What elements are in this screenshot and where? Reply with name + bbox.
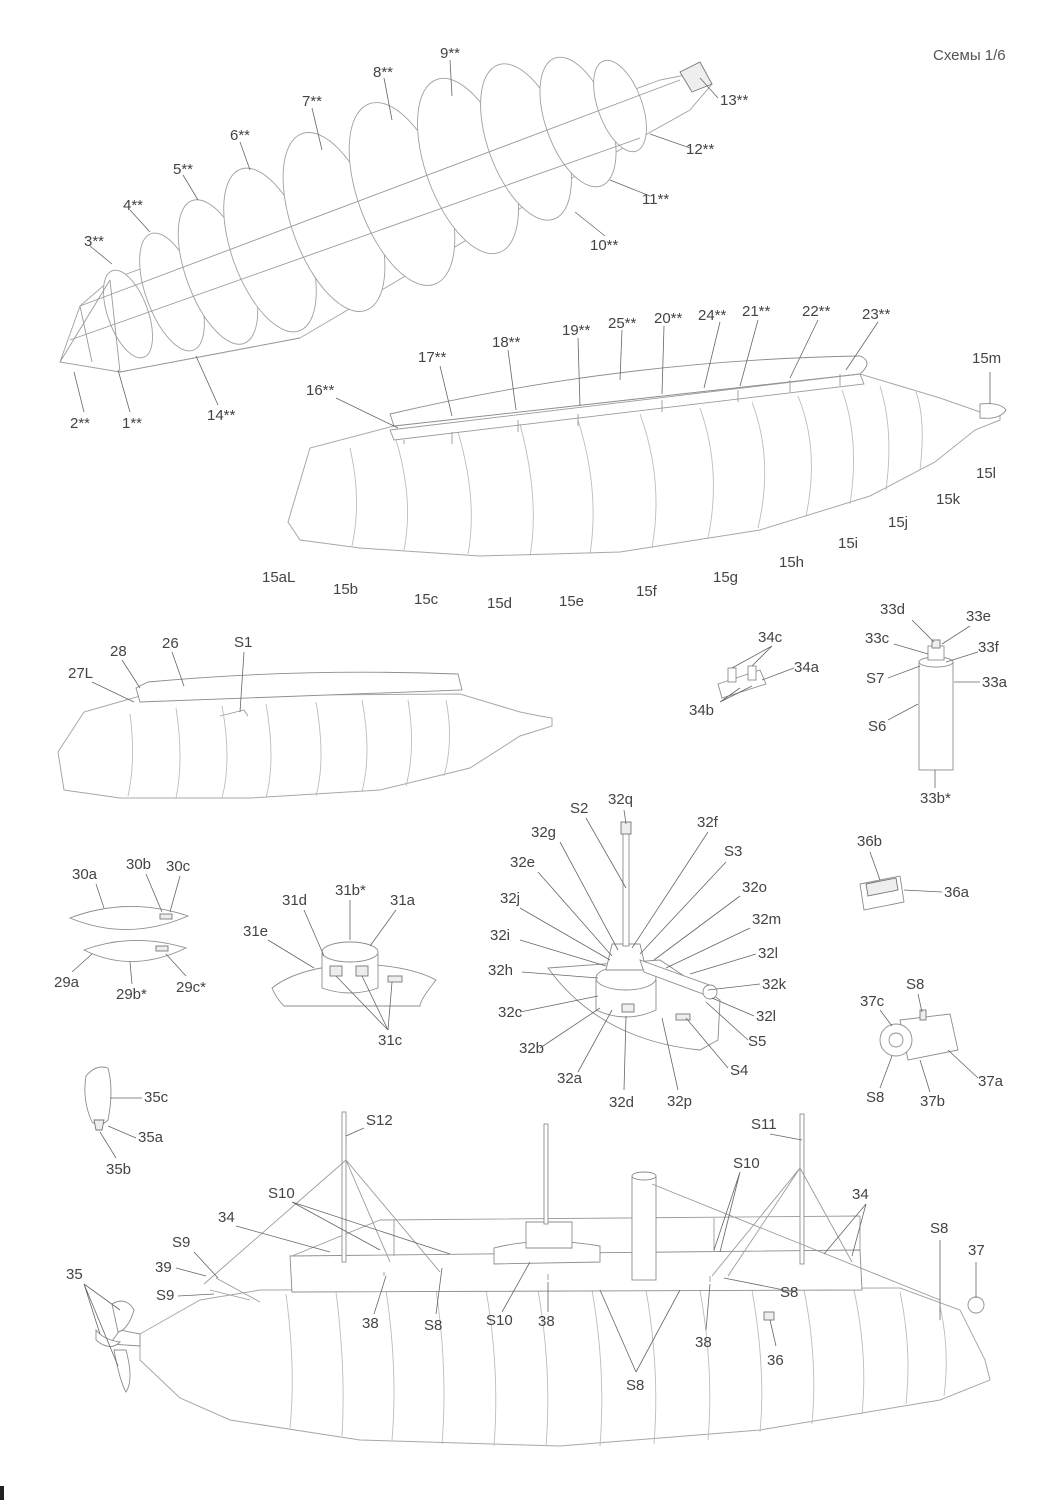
label-S8c: S8 bbox=[424, 1317, 443, 1334]
label-34c: 34c bbox=[758, 629, 783, 646]
final-assembly-view bbox=[96, 1112, 990, 1446]
part-31-turret bbox=[243, 882, 436, 1049]
label-S10a: S10 bbox=[733, 1155, 760, 1172]
label-15g: 15g bbox=[713, 569, 739, 586]
label-32a: 32a bbox=[557, 1070, 583, 1087]
sheet-title: Схемы 1/6 bbox=[933, 47, 1006, 64]
label-15b: 15b bbox=[333, 581, 359, 598]
label-31b: 31b* bbox=[335, 882, 366, 899]
label-5: 5** bbox=[173, 161, 194, 178]
label-18: 18** bbox=[492, 334, 521, 351]
label-32n: 32m bbox=[752, 911, 782, 928]
label-35: 35 bbox=[66, 1266, 83, 1283]
label-S8e: S8 bbox=[780, 1284, 799, 1301]
label-15j: 15j bbox=[888, 514, 909, 531]
part-34-bracket bbox=[689, 629, 820, 719]
label-32b: 32b bbox=[519, 1040, 545, 1057]
label-39: 39 bbox=[155, 1259, 172, 1276]
label-8: 8** bbox=[373, 64, 394, 81]
label-S10b: S10 bbox=[268, 1185, 295, 1202]
label-S9a: S9 bbox=[172, 1234, 191, 1251]
label-33b: 33b* bbox=[920, 790, 951, 807]
label-32m: 32l bbox=[758, 945, 779, 962]
page-edge-mark bbox=[0, 1486, 4, 1500]
label-37a: 37a bbox=[978, 1073, 1004, 1090]
label-15h: 15h bbox=[779, 554, 805, 571]
label-1: 1** bbox=[122, 415, 143, 432]
label-S3: S3 bbox=[724, 843, 743, 860]
label-20: 20** bbox=[654, 310, 683, 327]
label-15aL: 15aL bbox=[262, 569, 296, 586]
label-32l: 32l bbox=[756, 1008, 777, 1025]
label-32d: 32d bbox=[609, 1094, 635, 1111]
label-19: 19** bbox=[562, 322, 591, 339]
label-S5: S5 bbox=[748, 1033, 767, 1050]
label-32p: 32p bbox=[667, 1093, 693, 1110]
label-15m: 15m bbox=[972, 350, 1002, 367]
label-22: 22** bbox=[802, 303, 831, 320]
label-10: 10** bbox=[590, 237, 619, 254]
label-34a: 34a bbox=[794, 659, 820, 676]
label-32j: 32j bbox=[500, 890, 521, 907]
label-32f: 32f bbox=[697, 814, 718, 831]
label-15c: 15c bbox=[414, 591, 439, 608]
label-33a: 33a bbox=[982, 674, 1008, 691]
label-15l: 15l bbox=[976, 465, 997, 482]
label-33f: 33f bbox=[978, 639, 999, 656]
label-37b: 37b bbox=[920, 1093, 946, 1110]
label-33c: 33c bbox=[865, 630, 890, 647]
label-38a: 38 bbox=[362, 1315, 379, 1332]
label-34b: 34b bbox=[689, 702, 715, 719]
part-33-conning-tube bbox=[865, 601, 1008, 807]
label-28: 28 bbox=[110, 643, 127, 660]
label-36a: 36a bbox=[944, 884, 970, 901]
label-32k: 32k bbox=[762, 976, 787, 993]
label-38c: 38 bbox=[695, 1334, 712, 1351]
label-37c: 37c bbox=[860, 993, 885, 1010]
label-11: 11** bbox=[642, 191, 670, 208]
label-S9b: S9 bbox=[156, 1287, 175, 1304]
label-13: 13** bbox=[720, 92, 749, 109]
label-25: 25** bbox=[608, 315, 637, 332]
label-32h: 32h bbox=[488, 962, 514, 979]
part-29-30-hatches bbox=[54, 856, 206, 1003]
label-4: 4** bbox=[123, 197, 144, 214]
label-12: 12** bbox=[686, 141, 715, 158]
label-26: 26 bbox=[162, 635, 179, 652]
label-15k: 15k bbox=[936, 491, 961, 508]
label-29a: 29a bbox=[54, 974, 80, 991]
label-S8a: S8 bbox=[906, 976, 925, 993]
label-38b: 38 bbox=[538, 1313, 555, 1330]
label-32q: 32q bbox=[608, 791, 634, 808]
label-32g: 32g bbox=[531, 824, 557, 841]
label-35b: 35b bbox=[106, 1161, 132, 1178]
label-23: 23** bbox=[862, 306, 891, 323]
deck-side-view bbox=[58, 672, 552, 798]
label-37-assembly: 37 bbox=[968, 1242, 985, 1259]
label-3: 3** bbox=[84, 233, 105, 250]
label-14: 14** bbox=[207, 407, 236, 424]
label-34-assembly: 34 bbox=[218, 1209, 235, 1226]
label-2: 2** bbox=[70, 415, 91, 432]
label-S7: S7 bbox=[866, 670, 885, 687]
label-31c: 31c bbox=[378, 1032, 403, 1049]
label-32i: 32i bbox=[490, 927, 511, 944]
label-24: 24** bbox=[698, 307, 727, 324]
label-31d: 31d bbox=[282, 892, 308, 909]
label-15d: 15d bbox=[487, 595, 513, 612]
label-7: 7** bbox=[302, 93, 323, 110]
label-35a: 35a bbox=[138, 1129, 164, 1146]
label-S2: S2 bbox=[570, 800, 589, 817]
label-17: 17** bbox=[418, 349, 447, 366]
label-32o: 32o bbox=[742, 879, 768, 896]
label-32c: 32c bbox=[498, 1004, 523, 1021]
label-6: 6** bbox=[230, 127, 251, 144]
label-36-assembly: 36 bbox=[767, 1352, 784, 1369]
part-32-turret-assembly bbox=[488, 791, 787, 1111]
label-21: 21** bbox=[742, 303, 771, 320]
label-35c: 35c bbox=[144, 1089, 169, 1106]
label-29b: 29b* bbox=[116, 986, 147, 1003]
label-15i: 15i bbox=[838, 535, 859, 552]
label-16: 16** bbox=[306, 382, 335, 399]
label-31e: 31e bbox=[243, 923, 269, 940]
label-S1: S1 bbox=[234, 634, 253, 651]
label-S8f: S8 bbox=[930, 1220, 949, 1237]
label-S8b: S8 bbox=[866, 1089, 885, 1106]
label-33e: 33e bbox=[966, 608, 992, 625]
label-15e: 15e bbox=[559, 593, 585, 610]
part-35-propeller-blade bbox=[85, 1067, 169, 1178]
label-S10c: S10 bbox=[486, 1312, 513, 1329]
label-30b: 30b bbox=[126, 856, 152, 873]
label-31a: 31a bbox=[390, 892, 416, 909]
label-30c: 30c bbox=[166, 858, 191, 875]
label-36b: 36b bbox=[857, 833, 883, 850]
label-S8d: S8 bbox=[626, 1377, 645, 1394]
label-S11: S11 bbox=[751, 1116, 777, 1133]
label-32e: 32e bbox=[510, 854, 536, 871]
part-37-stern-fitting bbox=[860, 976, 1004, 1110]
label-S6: S6 bbox=[868, 718, 887, 735]
label-15f: 15f bbox=[636, 583, 657, 600]
label-33d: 33d bbox=[880, 601, 906, 618]
label-S12: S12 bbox=[366, 1112, 393, 1129]
label-29c: 29c* bbox=[176, 979, 207, 996]
label-27L: 27L bbox=[68, 665, 94, 682]
label-34-assembly-b: 34 bbox=[852, 1186, 869, 1203]
label-S4: S4 bbox=[730, 1062, 749, 1079]
label-30a: 30a bbox=[72, 866, 98, 883]
label-9: 9** bbox=[440, 45, 461, 62]
part-36-mount bbox=[857, 833, 970, 910]
